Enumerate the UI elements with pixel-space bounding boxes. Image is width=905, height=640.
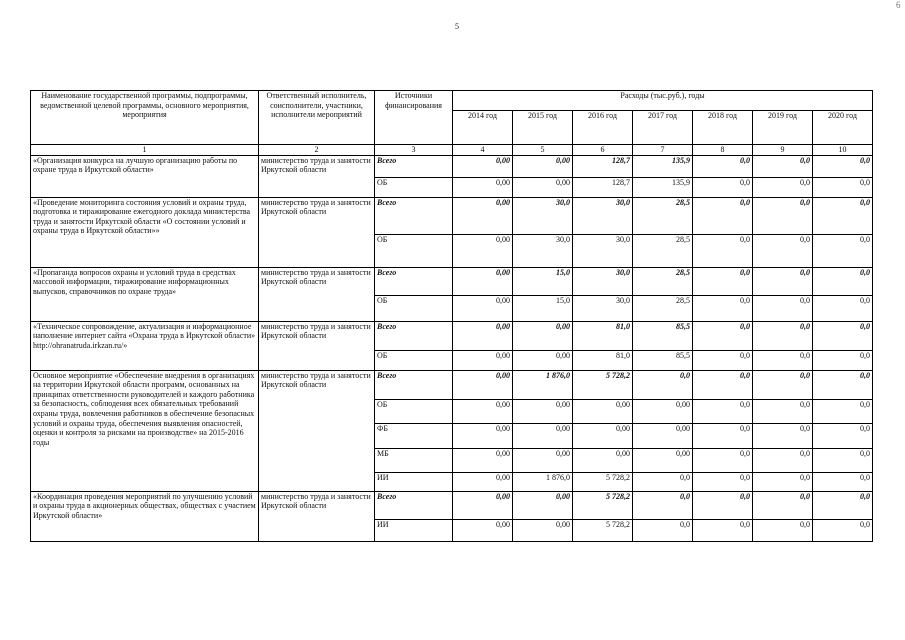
expense-value: 0,0 [633, 491, 693, 519]
column-index: 1 [31, 145, 259, 156]
expense-value: 0,00 [453, 491, 513, 519]
header-year: 2014 год [453, 111, 513, 145]
expense-value: 0,0 [693, 197, 753, 234]
expense-value: 0,0 [693, 234, 753, 267]
column-index: 3 [375, 145, 453, 156]
executor: министерство труда и занятости Иркутской области [259, 321, 375, 370]
executor: министерство труда и занятости Иркутской области [259, 491, 375, 541]
corner-mark: 6 [896, 0, 901, 10]
funding-source: ОБ [375, 350, 453, 370]
expense-value: 30,0 [573, 234, 633, 267]
expense-value: 28,5 [633, 295, 693, 321]
expense-value: 0,0 [753, 423, 813, 448]
header-year: 2015 год [513, 111, 573, 145]
expense-value: 0,00 [573, 423, 633, 448]
expense-value: 0,0 [693, 491, 753, 519]
expense-value: 0,0 [813, 399, 873, 423]
expense-value: 85,5 [633, 321, 693, 350]
expense-value: 0,0 [753, 370, 813, 399]
expense-value: 0,00 [573, 448, 633, 472]
expense-value: 0,00 [573, 399, 633, 423]
table-row [31, 267, 873, 295]
table-body [31, 155, 873, 541]
table-row [31, 155, 873, 177]
expense-value: 0,00 [513, 448, 573, 472]
executor: министерство труда и занятости Иркутской области [259, 267, 375, 321]
column-index: 2 [259, 145, 375, 156]
funding-source: ОБ [375, 177, 453, 197]
expense-value: 5 728,2 [573, 370, 633, 399]
expense-value: 0,00 [453, 448, 513, 472]
funding-source: ОБ [375, 295, 453, 321]
expense-value: 0,0 [753, 491, 813, 519]
expense-value: 0,00 [513, 491, 573, 519]
funding-source: Всего [375, 155, 453, 177]
expense-value: 0,0 [813, 295, 873, 321]
expense-value: 0,00 [513, 519, 573, 541]
expense-value: 0,0 [633, 519, 693, 541]
column-index: 7 [633, 145, 693, 156]
expense-value: 0,00 [453, 267, 513, 295]
header-executor: Ответственный исполнитель, соисполнители, участники, исполнители мероприятий [259, 91, 375, 145]
expense-value: 0,0 [693, 519, 753, 541]
activity-name: «Проведение мониторинга состояния условий и охраны труда, подготовка и тиражирование ежегодного доклада министерства труда и занятости Иркутской области «О состоянии условий и охраны труда в Иркутской области»» [31, 197, 259, 267]
header-year: 2017 год [633, 111, 693, 145]
funding-source: ОБ [375, 399, 453, 423]
expense-value: 0,0 [753, 519, 813, 541]
expense-value: 0,0 [753, 155, 813, 177]
expense-value: 0,00 [453, 423, 513, 448]
expense-value: 0,0 [753, 267, 813, 295]
funding-source: Всего [375, 491, 453, 519]
header-year: 2018 год [693, 111, 753, 145]
expense-value: 0,00 [633, 423, 693, 448]
expense-value: 0,0 [813, 423, 873, 448]
expense-value: 28,5 [633, 267, 693, 295]
column-index: 5 [513, 145, 573, 156]
expense-value: 0,0 [693, 350, 753, 370]
expense-value: 0,00 [453, 197, 513, 234]
expense-value: 0,0 [753, 350, 813, 370]
expense-value: 0,0 [693, 370, 753, 399]
expense-value: 0,00 [453, 370, 513, 399]
expense-value: 0,0 [753, 295, 813, 321]
expense-value: 0,0 [813, 155, 873, 177]
activity-name: «Организация конкурса на лучшую организацию работы по охране труда в Иркутской области» [31, 155, 259, 197]
expense-value: 30,0 [573, 197, 633, 234]
expense-value: 30,0 [573, 295, 633, 321]
expense-value: 0,0 [753, 448, 813, 472]
expense-value: 0,0 [813, 321, 873, 350]
expense-value: 0,0 [813, 197, 873, 234]
expense-value: 0,0 [813, 491, 873, 519]
expense-value: 0,00 [633, 448, 693, 472]
expense-value: 0,0 [813, 350, 873, 370]
expense-value: 1 876,0 [513, 370, 573, 399]
expense-value: 5 728,2 [573, 472, 633, 491]
executor: министерство труда и занятости Иркутской области [259, 370, 375, 491]
funding-source: ИИ [375, 519, 453, 541]
expense-value: 0,0 [633, 472, 693, 491]
funding-source: ФБ [375, 423, 453, 448]
expense-value: 0,00 [453, 321, 513, 350]
expense-value: 15,0 [513, 267, 573, 295]
column-index: 9 [753, 145, 813, 156]
header-year: 2020 год [813, 111, 873, 145]
expense-value: 0,0 [753, 197, 813, 234]
funding-source: Всего [375, 267, 453, 295]
expense-value: 0,0 [813, 234, 873, 267]
expense-value: 0,00 [513, 350, 573, 370]
expense-value: 5 728,2 [573, 519, 633, 541]
expense-value: 128,7 [573, 155, 633, 177]
funding-source: Всего [375, 197, 453, 234]
expense-value: 0,00 [453, 234, 513, 267]
expense-value: 0,00 [453, 177, 513, 197]
header-sources: Источники финансирования [375, 91, 453, 145]
expense-value: 0,0 [693, 399, 753, 423]
column-index: 8 [693, 145, 753, 156]
column-index: 10 [813, 145, 873, 156]
column-index: 4 [453, 145, 513, 156]
header-year: 2019 год [753, 111, 813, 145]
expense-value: 0,00 [453, 350, 513, 370]
expense-value: 0,0 [753, 234, 813, 267]
expense-value: 0,00 [513, 155, 573, 177]
header-expenses: Расходы (тыс.руб.), годы [453, 91, 873, 111]
expense-value: 85,5 [633, 350, 693, 370]
expense-value: 0,00 [453, 155, 513, 177]
expense-value: 135,9 [633, 155, 693, 177]
expense-value: 0,00 [513, 177, 573, 197]
funding-source: Всего [375, 321, 453, 350]
funding-source: ИИ [375, 472, 453, 491]
expense-value: 0,0 [633, 370, 693, 399]
expense-value: 0,0 [693, 177, 753, 197]
page-number: 5 [455, 22, 459, 31]
table-row [31, 321, 873, 350]
expense-value: 0,00 [453, 519, 513, 541]
header-year: 2016 год [573, 111, 633, 145]
funding-source: ОБ [375, 234, 453, 267]
expense-value: 0,0 [693, 448, 753, 472]
column-index: 6 [573, 145, 633, 156]
header-name: Наименование государственной программы, подпрограммы, ведомственной целевой программы, основного мероприятия, мероприятия [31, 91, 259, 145]
activity-name: «Пропаганда вопросов охраны и условий труда в средствах массовой информации, тиражирование информационных выпусков, справочников по охране труда» [31, 267, 259, 321]
expense-value: 0,0 [813, 519, 873, 541]
funding-source: МБ [375, 448, 453, 472]
expense-value: 0,00 [453, 472, 513, 491]
expense-value: 0,0 [813, 448, 873, 472]
activity-name: Основное мероприятие «Обеспечение внедрения в организациях на территории Иркутской области программ, основанных на принципах ответственности руководителей и каждого работника за безопасность, соблюдения всех обязательных требований охраны труда, вовлечения работников в обеспечение безопасных условий и охраны труда, обеспечения выявления опасностей, оценки и контроля за рисками на производстве» на 2015-2016 годы [31, 370, 259, 491]
expense-value: 0,0 [753, 472, 813, 491]
activity-name: «Координация проведения мероприятий по улучшению условий и охраны труда в акционерных обществах, обществах с участием Иркутской области» [31, 491, 259, 541]
expense-value: 0,0 [753, 321, 813, 350]
funding-source: Всего [375, 370, 453, 399]
expense-value: 28,5 [633, 234, 693, 267]
expense-value: 81,0 [573, 321, 633, 350]
expense-value: 0,0 [753, 177, 813, 197]
expense-value: 0,0 [693, 267, 753, 295]
expense-value: 0,0 [693, 155, 753, 177]
expense-value: 15,0 [513, 295, 573, 321]
expense-value: 0,00 [513, 423, 573, 448]
expense-value: 30,0 [513, 197, 573, 234]
expense-value: 128,7 [573, 177, 633, 197]
table-row [31, 491, 873, 519]
expense-value: 0,00 [633, 399, 693, 423]
expense-value: 28,5 [633, 197, 693, 234]
expense-value: 1 876,0 [513, 472, 573, 491]
expense-value: 30,0 [513, 234, 573, 267]
expense-value: 81,0 [573, 350, 633, 370]
expense-value: 5 728,2 [573, 491, 633, 519]
table-row [31, 197, 873, 234]
expense-value: 0,00 [453, 399, 513, 423]
activity-name: «Техническое сопровождение, актуализация и информационное наполнение интернет сайта «Охрана труда в Иркутской области» http://ohranatruda.irkzan.ru/» [31, 321, 259, 370]
budget-table [30, 90, 873, 542]
expense-value: 0,0 [813, 370, 873, 399]
expense-value: 0,00 [513, 399, 573, 423]
expense-value: 0,0 [813, 177, 873, 197]
expense-value: 0,0 [813, 472, 873, 491]
executor: министерство труда и занятости Иркутской области [259, 197, 375, 267]
expense-value: 0,0 [693, 472, 753, 491]
expense-value: 0,0 [753, 399, 813, 423]
expense-value: 0,00 [453, 295, 513, 321]
expense-value: 0,00 [513, 321, 573, 350]
expense-value: 135,9 [633, 177, 693, 197]
expense-value: 0,0 [813, 267, 873, 295]
expense-value: 0,0 [693, 295, 753, 321]
executor: министерство труда и занятости Иркутской области [259, 155, 375, 197]
table-row [31, 370, 873, 399]
expense-value: 30,0 [573, 267, 633, 295]
expense-value: 0,0 [693, 321, 753, 350]
expense-value: 0,0 [693, 423, 753, 448]
